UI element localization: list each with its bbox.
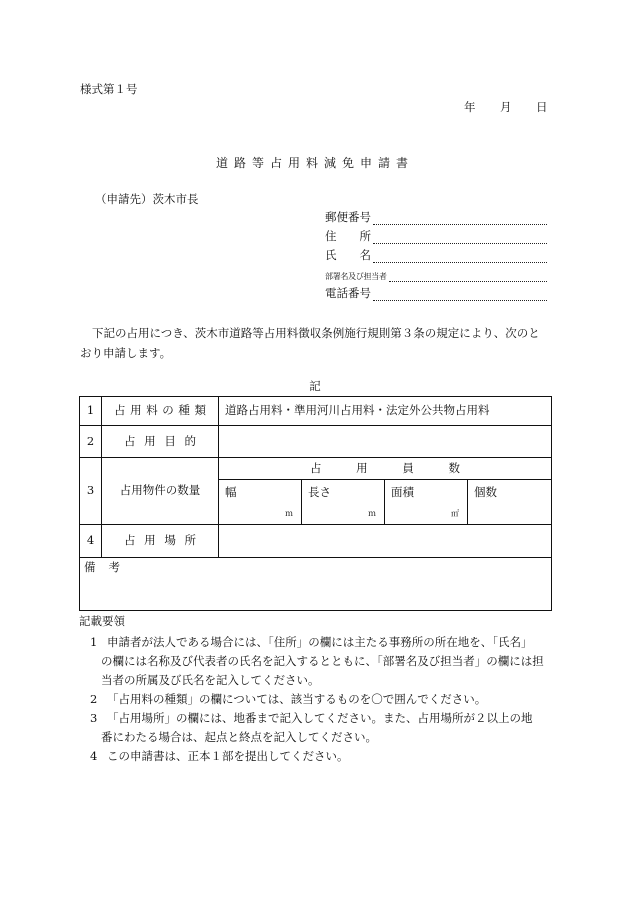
- postal-code-field[interactable]: [325, 210, 547, 225]
- addressee: （申請先）茨木市長: [95, 192, 199, 206]
- remarks-cell[interactable]: [80, 558, 552, 611]
- note-item: 2 「占用料の種類」の欄については、該当するものを〇で囲んでください。: [90, 692, 487, 706]
- date-month-label: 月: [500, 100, 512, 114]
- remarks-label: 備 考: [84, 560, 120, 574]
- address-label: 住 所: [325, 229, 371, 244]
- phone-field[interactable]: [325, 286, 547, 301]
- note-item: 4 この申請書は、正本１部を提出してください。: [90, 749, 349, 763]
- location-input[interactable]: [219, 525, 552, 558]
- quantity-label: 占用物件の数量: [102, 458, 219, 525]
- row-number: 1: [80, 397, 102, 426]
- department-field[interactable]: [325, 267, 547, 282]
- name-field[interactable]: [325, 248, 547, 263]
- phone-label: 電話番号: [325, 286, 371, 301]
- department-line[interactable]: [389, 270, 547, 282]
- date-year-label: 年: [464, 100, 476, 114]
- name-label: 氏 名: [325, 248, 371, 263]
- count-cell[interactable]: 個数: [468, 480, 552, 525]
- table-row: [80, 426, 552, 458]
- purpose-input[interactable]: [219, 426, 552, 458]
- note-item: 3 「占用場所」の欄には、地番まで記入してください。また、占用場所が２以上の地 番にわたる場合は、起点と終点を記入してください。: [90, 711, 533, 744]
- notes-title: 記載要領: [79, 614, 125, 628]
- address-field[interactable]: [325, 229, 547, 244]
- intro-text: 下記の占用につき、茨木市道路等占用料徴収条例施行規則第３条の規定により、次のとおり申請します。: [80, 326, 540, 360]
- form-number: 様式第１号: [80, 82, 138, 96]
- note-item: 1 申請者が法人である場合には、「住所」の欄には主たる事務所の所在地を、「氏名」 の欄には名称及び代表者の氏名を記入するとともに、「部署名及び担当者」の欄には担 当者の所属及び氏名を記入してください。: [90, 635, 544, 687]
- table-row: [80, 525, 552, 558]
- address-line[interactable]: [373, 232, 547, 244]
- department-label: 部署名及び担当者: [325, 272, 387, 282]
- postal-code-label: 郵便番号: [325, 210, 371, 225]
- application-table: [79, 396, 552, 611]
- table-row: [80, 558, 552, 611]
- purpose-label: 占 用 目 的: [102, 426, 219, 458]
- location-label: 占 用 場 所: [102, 525, 219, 558]
- fee-type-label: 占 用 料 の 種 類: [102, 397, 219, 426]
- row-number: 2: [80, 426, 102, 458]
- document-title: 道路等占用料減免申請書: [215, 156, 414, 170]
- length-cell[interactable]: 長さ ｍ: [302, 480, 385, 525]
- date-day-label: 日: [536, 100, 548, 114]
- table-row: [80, 397, 552, 426]
- table-row: [80, 458, 552, 480]
- fee-type-options[interactable]: 道路占用料・準用河川占用料・法定外公共物占用料: [219, 397, 552, 426]
- postal-code-line[interactable]: [373, 213, 547, 225]
- row-number: 3: [80, 458, 102, 525]
- row-number: 4: [80, 525, 102, 558]
- quantity-header: 占 用 員 数: [219, 458, 552, 480]
- width-cell[interactable]: 幅 ｍ: [219, 480, 302, 525]
- phone-line[interactable]: [373, 289, 547, 301]
- name-line[interactable]: [373, 251, 547, 263]
- ki-heading: 記: [309, 379, 321, 393]
- area-cell[interactable]: 面積 ㎡: [385, 480, 468, 525]
